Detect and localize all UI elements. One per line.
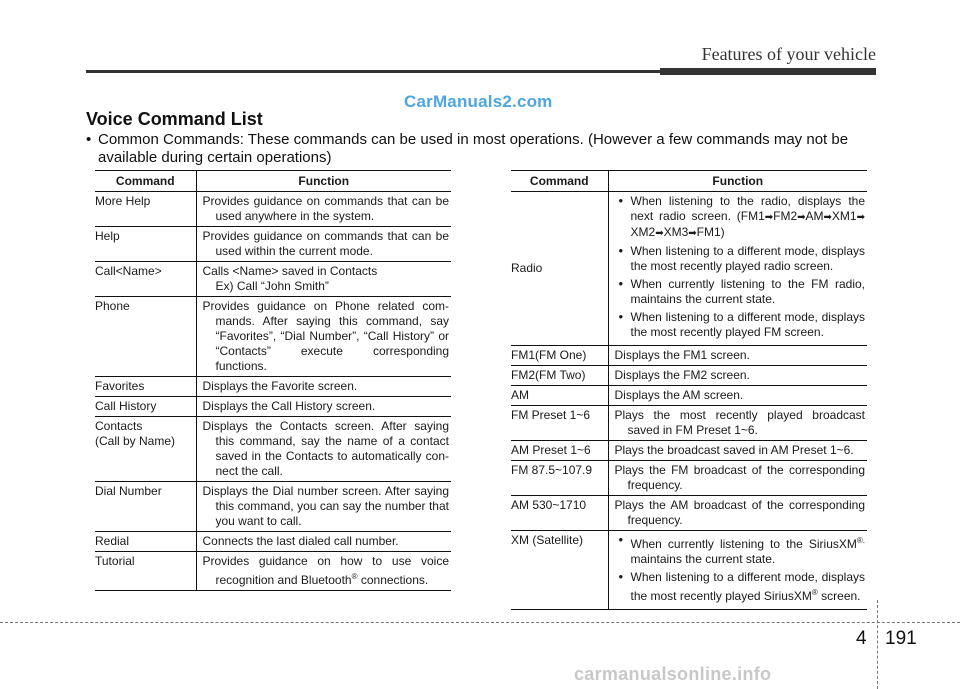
intro-text: Common Commands: These commands can be used in most operations. (However a few commands may not be available during certain operations) bbox=[98, 131, 849, 166]
command-cell: AM 530~1710 bbox=[511, 496, 608, 531]
arrow-right-icon: ➡ bbox=[655, 228, 664, 239]
command-cell: Redial bbox=[95, 532, 196, 552]
table-row bbox=[95, 262, 451, 297]
function-cell: Displays the Favorite screen. bbox=[196, 377, 451, 397]
command-line: Contacts bbox=[95, 419, 143, 433]
command-cell: Phone bbox=[95, 297, 196, 377]
radio-bullets bbox=[615, 194, 866, 340]
table-row bbox=[95, 532, 451, 552]
command-cell: FM1(FM One) bbox=[511, 346, 608, 366]
header-rule bbox=[86, 70, 876, 73]
watermark-logo: CarManuals2.com bbox=[404, 92, 553, 111]
right-command-table bbox=[511, 170, 867, 610]
arrow-right-icon: ➡ bbox=[823, 212, 832, 223]
watermark-footer: carmanualsonline.info bbox=[574, 664, 772, 684]
command-cell: Call<Name> bbox=[95, 262, 196, 297]
command-cell: XM (Satellite) bbox=[511, 531, 608, 610]
list-item: • When currently listening to the SiriusXM®. maintains the current state. bbox=[615, 533, 866, 567]
xm-bullets bbox=[615, 533, 866, 604]
list-item: • When listening to a different mode, displays the most recently played radio screen. bbox=[615, 244, 866, 274]
list-item: • When listening to a different mode, displays the most recently played FM screen. bbox=[615, 310, 866, 340]
function-text: Displays the Dial number screen. After saying this command, you can say the number that you want to call. bbox=[202, 484, 449, 528]
registered-mark: ®. bbox=[856, 536, 865, 545]
left-command-table bbox=[95, 170, 451, 591]
table-row bbox=[95, 482, 451, 532]
table-row bbox=[95, 552, 451, 591]
column-header-function: Function bbox=[196, 171, 451, 192]
function-line: Ex) Call “John Smith” bbox=[215, 279, 329, 293]
command-cell: FM 87.5~107.9 bbox=[511, 461, 608, 496]
command-line: (Call by Name) bbox=[95, 434, 176, 448]
arrow-right-icon: ➡ bbox=[764, 212, 774, 223]
function-cell bbox=[196, 417, 451, 482]
page-number: 191 bbox=[885, 628, 917, 649]
function-cell bbox=[196, 552, 451, 591]
table-row bbox=[95, 192, 451, 227]
function-cell bbox=[608, 461, 867, 496]
section-title: Voice Command List bbox=[86, 109, 263, 129]
table-header-row bbox=[95, 171, 451, 192]
table-row bbox=[511, 366, 867, 386]
function-text: Provides guidance on how to use voice recognition and Bluetooth® connections. bbox=[202, 554, 449, 587]
table-header-row bbox=[511, 171, 867, 192]
command-cell: Tutorial bbox=[95, 552, 196, 591]
function-line: Calls <Name> saved in Contacts bbox=[202, 264, 378, 278]
function-cell bbox=[608, 192, 867, 346]
function-cell: Displays the Call History screen. bbox=[196, 397, 451, 417]
function-cell: Connects the last dialed call number. bbox=[196, 532, 451, 552]
command-cell bbox=[95, 417, 196, 482]
running-header: Features of your vehicle bbox=[701, 44, 876, 64]
command-cell: Dial Number bbox=[95, 482, 196, 532]
command-cell: Call History bbox=[95, 397, 196, 417]
function-cell bbox=[196, 297, 451, 377]
table-row bbox=[95, 397, 451, 417]
function-text: Provides guidance on Phone related com-mands. After saying this command, say “Favorites”, “Dial Number”, “Call History” or “Contacts” execute corresponding functions. bbox=[202, 299, 449, 373]
chapter-number: 4 bbox=[856, 628, 867, 649]
table-row bbox=[511, 406, 867, 441]
function-cell bbox=[608, 531, 867, 610]
function-cell bbox=[196, 482, 451, 532]
table-row bbox=[511, 386, 867, 406]
function-text: Provides guidance on commands that can be used within the current mode. bbox=[202, 229, 449, 258]
command-cell: FM2(FM Two) bbox=[511, 366, 608, 386]
list-item: • When currently listening to the FM radio, maintains the current state. bbox=[615, 277, 866, 307]
column-header-command: Command bbox=[511, 171, 608, 192]
arrow-right-icon: ➡ bbox=[856, 212, 865, 223]
function-text: Plays the AM broadcast of the corresponding frequency. bbox=[614, 498, 865, 527]
function-cell: Displays the FM1 screen. bbox=[608, 346, 867, 366]
function-text: Plays the most recently played broadcast saved in FM Preset 1~6. bbox=[614, 408, 865, 437]
table-row-radio bbox=[511, 192, 867, 346]
column-header-function: Function bbox=[608, 171, 867, 192]
footer-rule bbox=[0, 622, 960, 623]
function-cell bbox=[608, 496, 867, 531]
table-row bbox=[95, 377, 451, 397]
function-text: Displays the Contacts screen. After saying this command, say the name of a contact saved in the Contacts to automatically con-nect the call. bbox=[202, 419, 449, 478]
function-cell bbox=[196, 227, 451, 262]
command-cell: AM Preset 1~6 bbox=[511, 441, 608, 461]
intro-paragraph bbox=[86, 131, 881, 167]
function-cell: Displays the AM screen. bbox=[608, 386, 867, 406]
function-cell bbox=[196, 262, 451, 297]
table-row bbox=[511, 346, 867, 366]
function-cell: Plays the broadcast saved in AM Preset 1~6. bbox=[608, 441, 867, 461]
command-cell: More Help bbox=[95, 192, 196, 227]
command-cell: Help bbox=[95, 227, 196, 262]
table-row bbox=[511, 441, 867, 461]
table-row-xm bbox=[511, 531, 867, 610]
function-text: Provides guidance on commands that can be used anywhere in the system. bbox=[202, 194, 449, 223]
column-header-command: Command bbox=[95, 171, 196, 192]
command-cell: FM Preset 1~6 bbox=[511, 406, 608, 441]
list-item: • When listening to a different mode, displays the most recently played SiriusXM® screen. bbox=[615, 570, 866, 604]
command-cell: AM bbox=[511, 386, 608, 406]
table-row bbox=[511, 461, 867, 496]
registered-mark: ® bbox=[811, 588, 818, 597]
arrow-right-icon: ➡ bbox=[688, 228, 697, 239]
function-text: Plays the FM broadcast of the corresponding frequency. bbox=[614, 463, 865, 492]
command-cell: Favorites bbox=[95, 377, 196, 397]
command-cell: Radio bbox=[511, 192, 608, 346]
bullet-icon: • bbox=[86, 131, 92, 148]
function-cell bbox=[608, 406, 867, 441]
list-item: • When listening to the radio, displays the next radio screen. (FM1➡FM2➡AM➡XM1➡ XM2➡XM3➡FM1) bbox=[615, 194, 866, 241]
footer-divider bbox=[877, 600, 878, 689]
table-row bbox=[95, 417, 451, 482]
arrow-right-icon: ➡ bbox=[797, 212, 806, 223]
function-cell bbox=[196, 192, 451, 227]
table-row bbox=[95, 227, 451, 262]
table-row bbox=[95, 297, 451, 377]
registered-mark: ® bbox=[351, 572, 358, 581]
table-row bbox=[511, 496, 867, 531]
function-cell: Displays the FM2 screen. bbox=[608, 366, 867, 386]
